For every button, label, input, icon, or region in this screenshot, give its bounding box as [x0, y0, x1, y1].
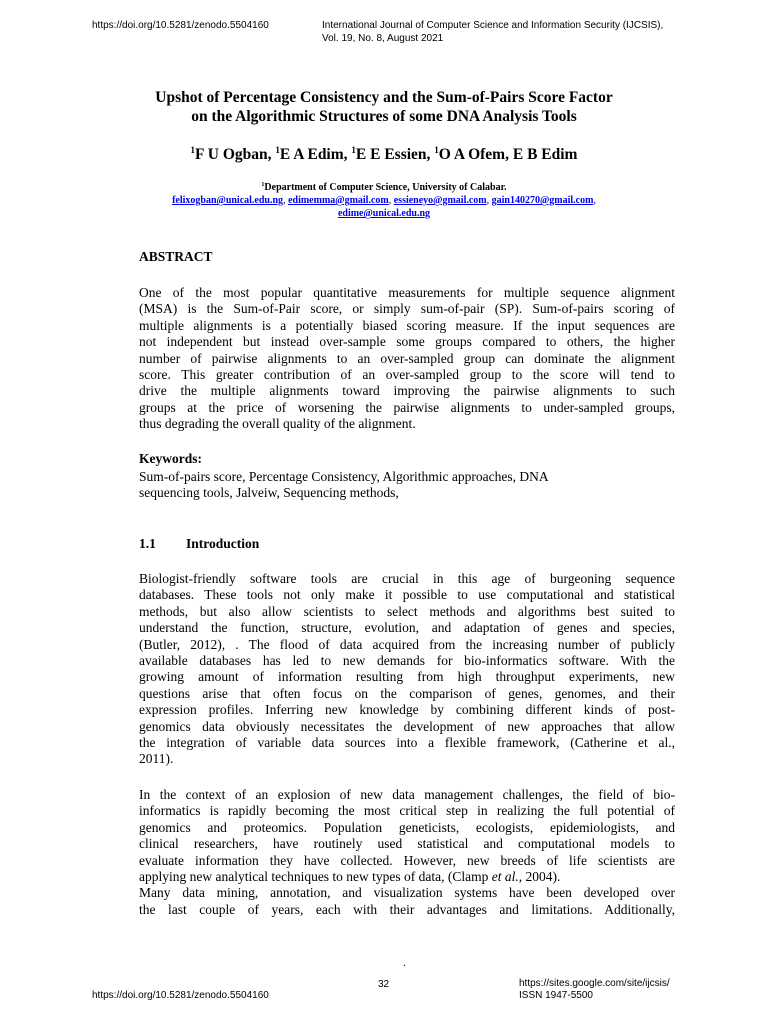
body-line — [139, 869, 675, 885]
email-link[interactable]: edime@unical.edu.ng — [337, 208, 431, 219]
email-link[interactable]: gain140270@gmail.com — [491, 195, 594, 206]
body-line: In the context of an explosion of new data management challenges, the field of bio- — [139, 787, 675, 802]
body-line: growing amount of information resulting from high throughput experiments, new — [139, 669, 675, 685]
body-line: genomics data obviously necessitates the development of new approaches that allow — [139, 718, 675, 734]
journal-line-2: Vol. 19, No. 8, August 2021 — [322, 33, 444, 44]
footer-doi: https://doi.org/10.5281/zenodo.5504160 — [92, 990, 269, 1001]
header-doi: https://doi.org/10.5281/zenodo.5504160 — [92, 20, 269, 31]
body-line: genomics and proteomics. Population geneticists, ecologists, epidemiologists, and — [139, 819, 675, 835]
paper-title — [100, 88, 668, 126]
footer-issn: ISSN 1947-5500 — [519, 990, 593, 1001]
introduction-para-1 — [139, 571, 675, 768]
body-line: 2011). — [139, 751, 174, 767]
author-name: E B Edim — [512, 146, 578, 163]
citation-italic: et al., — [491, 868, 523, 884]
footer-right — [519, 978, 670, 1002]
abstract-line: not independent but instead over-sample some groups compared to others, the higher — [139, 334, 675, 350]
body-line: available databases has led to new demands for bio-informatics software. With the — [139, 652, 675, 668]
body-line: the integration of variable data sources into a flexible framework, (Catherine et al., — [139, 734, 675, 750]
body-line: Many data mining, annotation, and visualization systems have been developed over — [139, 885, 675, 901]
body-line: the last couple of years, each with their advantages and limitations. Additionally, — [139, 901, 675, 917]
journal-line-1: International Journal of Computer Science and Information Security (IJCSIS), — [322, 20, 664, 31]
author-name: E E Essien — [355, 146, 427, 163]
abstract-line: multiple alignments is a potentially biased scoring measure. If the input sequences are — [139, 317, 675, 333]
email-list: felixogban@unical.edu.ng, edimemma@gmail.com, essieneyo@gmail.com, gain140270@gmail.com, — [172, 195, 596, 206]
author-sup: 1 — [351, 145, 356, 155]
body-line: questions arise that often focus on the comparison of genes, genomes, and their — [139, 685, 675, 701]
keywords-line: Sum-of-pairs score, Percentage Consistency, Algorithmic approaches, DNA — [139, 469, 549, 484]
author-name: F U Ogban — [195, 146, 268, 163]
introduction-heading — [139, 536, 259, 552]
page-number: 32 — [378, 979, 390, 990]
footer-dot: . — [403, 955, 406, 969]
body-line: Biologist-friendly software tools are crucial in this age of burgeoning sequence — [139, 571, 675, 586]
keywords-body — [139, 469, 675, 502]
abstract-line: number of pairwise alignments to an over-sampled group can dominate the alignment — [139, 350, 675, 366]
email-list-2 — [100, 207, 668, 220]
email-link[interactable]: essieneyo@gmail.com — [393, 195, 487, 206]
footer-site: https://sites.google.com/site/ijcsis/ — [519, 978, 670, 989]
author-list: $^1$F U Ogban, $^1$E A Edim, $^1$E E Essien, $^1$O A Ofem, E B Edim — [190, 145, 578, 163]
author-sup: 1 — [434, 145, 439, 155]
citation-text: applying new analytical techniques to new types of data, (Clamp — [139, 868, 492, 884]
header-journal — [322, 19, 692, 45]
affiliation — [100, 181, 668, 220]
section-number: 1.1 — [139, 536, 156, 551]
keywords-heading: Keywords: — [139, 451, 202, 466]
abstract-line: (MSA) is the Sum-of-Pair score, or simply sum-of-pair (SP). Sum-of-pairs scoring of — [139, 301, 675, 317]
body-line: databases. These tools not only make it possible to use computational and statistical — [139, 587, 675, 603]
abstract-line: thus degrading the overall quality of the alignment. — [139, 416, 416, 432]
author-sup: 1 — [275, 145, 280, 155]
section-title: Introduction — [186, 536, 260, 551]
body-line: expression profiles. Inferring new knowledge by combining different kinds of post- — [139, 702, 675, 718]
title-line-1: Upshot of Percentage Consistency and the Sum-of-Pairs Score Factor — [155, 89, 613, 106]
introduction-para-2 — [139, 787, 675, 918]
abstract-line: drive the multiple alignments toward improving the pairwise alignments to such — [139, 383, 675, 399]
author-name: E A Edim — [279, 146, 344, 163]
author-sup: 1 — [190, 145, 196, 155]
body-line: methods, but also allow scientists to select methods and algorithms best suited to — [139, 603, 675, 619]
abstract-line: One of the most popular quantitative measurements for multiple sequence alignment — [139, 285, 675, 300]
citation-text: 2004). — [522, 868, 561, 884]
body-line: (Butler, 2012), . The flood of data acquired from the increasing number of publicly — [139, 636, 675, 652]
email-link[interactable]: felixogban@unical.edu.ng — [172, 195, 284, 206]
department — [100, 181, 668, 194]
email-link[interactable]: edimemma@gmail.com — [288, 195, 389, 206]
abstract-line: groups at the price of worsening the pairwise alignments to under-sampled groups, — [139, 399, 675, 415]
body-line: informatics is rapidly becoming the most critical step in realizing the full potential of — [139, 803, 675, 819]
keywords-line: sequencing tools, Jalveiw, Sequencing methods, — [139, 485, 399, 501]
department-name: Department of Computer Science, University of Calabar. — [264, 182, 507, 193]
body-line: understand the function, structure, evolution, and adaptation of genes and species, — [139, 620, 675, 636]
body-line: clinical researchers, have routinely used statistical and computational models to — [139, 836, 675, 852]
title-line-2: on the Algorithmic Structures of some DNA Analysis Tools — [191, 108, 577, 125]
abstract-heading: ABSTRACT — [139, 249, 213, 264]
abstract-line: score. This greater contribution of an over-sampled group to the score will tend to — [139, 366, 675, 382]
abstract-body — [139, 285, 675, 433]
author-name: O A Ofem — [438, 146, 506, 163]
affiliation-sup: 1 — [261, 182, 265, 188]
body-line: evaluate information they have collected. However, new breeds of life scientists are — [139, 852, 675, 868]
